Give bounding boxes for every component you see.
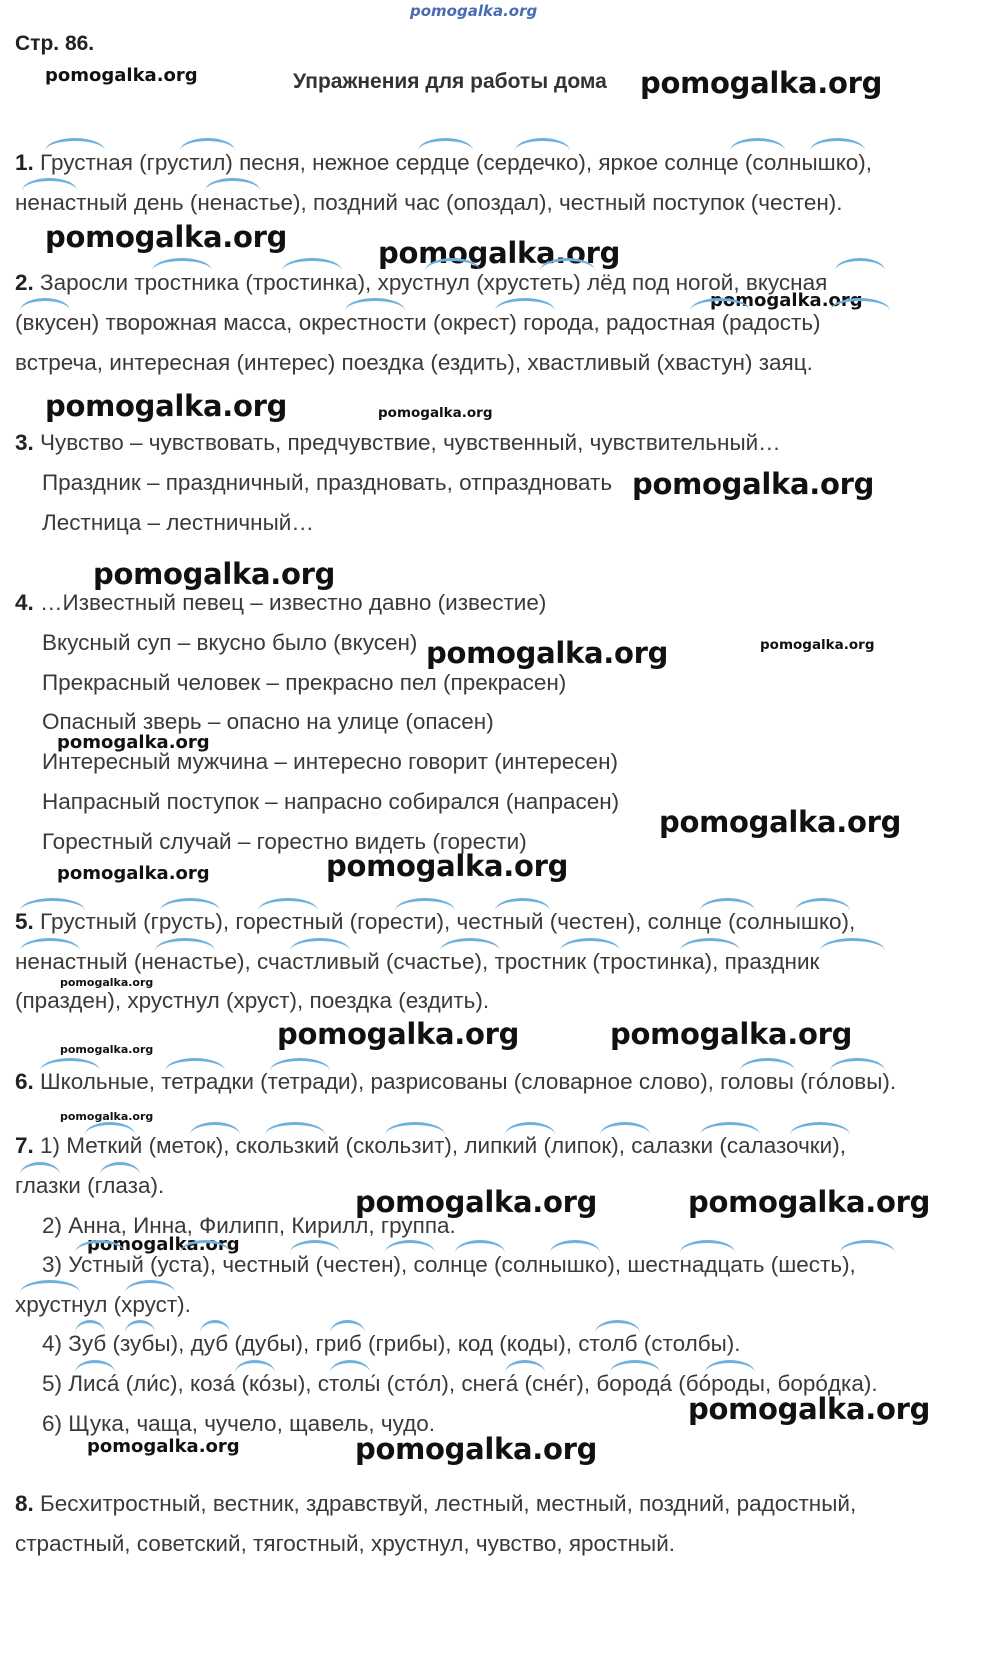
exercise-5-line-3: (празден), хрустнул (хруст), поездка (ездить). xyxy=(15,988,490,1013)
page-label: Стр. 86. xyxy=(15,32,95,55)
exercise-7-line-5: хрустнул (хруст). xyxy=(15,1292,191,1317)
watermark: pomogalka.org xyxy=(355,1185,598,1219)
exercise-number: 1. xyxy=(15,150,34,175)
exercise-3-line-2: Праздник – праздничный, праздновать, отпраздновать xyxy=(42,470,613,495)
exercise-8-line-2: страстный, советский, тягостный, хрустнул, чувство, яростный. xyxy=(15,1531,676,1556)
watermark: pomogalka.org xyxy=(760,637,875,653)
watermark: pomogalka.org xyxy=(659,805,902,839)
exercise-text: …Известный певец – известно давно (известие) xyxy=(40,590,547,615)
exercise-number: 3. xyxy=(15,430,34,455)
watermark: pomogalka.org xyxy=(57,732,210,753)
exercise-text: Чувство – чувствовать, предчувствие, чувственный, чувствительный… xyxy=(40,430,781,455)
watermark: pomogalka.org xyxy=(45,389,288,423)
exercise-2-line-3: встреча, интересная (интерес) поездка (ездить), хвастливый (хвастун) заяц. xyxy=(15,350,813,375)
watermark: pomogalka.org xyxy=(277,1017,520,1051)
exercise-text: Грустный (грусть), горестный (горести), честный (честен), солнце (солнышко), xyxy=(40,909,856,934)
exercise-2-line-2: (вкусен) творожная масса, окрестности (окрест) города, радостная (радость) xyxy=(15,310,821,335)
exercise-1-line-2: ненастный день (ненастье), поздний час (опоздал), честный поступок (честен). xyxy=(15,190,843,215)
exercise-text: Заросли тростника (тростинка), хрустнул (хрустеть) лёд под ногой, вкусная xyxy=(40,270,828,295)
exercise-number: 4. xyxy=(15,590,34,615)
watermark: pomogalka.org xyxy=(688,1185,931,1219)
exercise-4-line-6: Напрасный поступок – напрасно собирался (напрасен) xyxy=(42,789,620,814)
root-arc xyxy=(835,258,885,271)
exercise-text: Грустная (грустил) песня, нежное сердце (сердечко), яркое солнце (солнышко), xyxy=(40,150,873,175)
exercise-4-line-4: Опасный зверь – опасно на улице (опасен) xyxy=(42,709,494,734)
watermark: pomogalka.org xyxy=(378,405,493,421)
page-heading: Упражнения для работы дома xyxy=(293,70,607,93)
exercise-3-line-1 xyxy=(15,430,781,456)
exercise-7-line-3: 2) Анна, Инна, Филипп, Кирилл, группа. xyxy=(42,1213,456,1238)
exercise-4-line-7: Горестный случай – горестно видеть (горести) xyxy=(42,829,527,854)
exercise-text: 1) Меткий (меток), скользкий (скользит), липкий (липок), салазки (салазочки), xyxy=(40,1133,846,1158)
watermark: pomogalka.org xyxy=(688,1392,931,1426)
exercise-number: 7. xyxy=(15,1133,34,1158)
watermark: pomogalka.org xyxy=(87,1436,240,1457)
exercise-4-line-3: Прекрасный человек – прекрасно пел (прекрасен) xyxy=(42,670,567,695)
watermark: pomogalka.org xyxy=(632,467,875,501)
exercise-7-line-7: 5) Лисá (ли́с), козá (кóзы), столы́ (стóл), снегá (снéг), бородá (бóроды, борóдка). xyxy=(42,1371,878,1396)
watermark: pomogalka.org xyxy=(45,220,288,254)
watermark: pomogalka.org xyxy=(57,863,210,884)
exercise-number: 8. xyxy=(15,1491,34,1516)
exercise-number: 2. xyxy=(15,270,34,295)
watermark: pomogalka.org xyxy=(710,290,863,311)
exercise-7-line-6: 4) Зуб (зубы), дуб (дубы), гриб (грибы), код (коды), столб (столбы). xyxy=(42,1331,741,1356)
exercise-1-line-1 xyxy=(15,150,872,176)
watermark: pomogalka.org xyxy=(326,849,569,883)
watermark: pomogalka.org xyxy=(87,1234,240,1255)
watermark: pomogalka.org xyxy=(93,557,336,591)
exercise-number: 6. xyxy=(15,1069,34,1094)
watermark: pomogalka.org xyxy=(610,1017,853,1051)
exercise-5-line-2: ненастный (ненастье), счастливый (счастье), тростник (тростинка), праздник xyxy=(15,949,820,974)
exercise-7-line-8: 6) Щука, чаща, чучело, щавель, чудо. xyxy=(42,1411,436,1436)
watermark: pomogalka.org xyxy=(378,236,621,270)
watermark: pomogalka.org xyxy=(60,1110,154,1123)
watermark: pomogalka.org xyxy=(426,636,669,670)
exercise-7-line-4: 3) Устный (уста), честный (честен), солнце (солнышко), шестнадцать (шесть), xyxy=(42,1252,856,1277)
exercise-7-line-1 xyxy=(15,1133,846,1159)
exercise-8-line-1 xyxy=(15,1491,856,1517)
exercise-6-line-1 xyxy=(15,1069,896,1095)
root-arc xyxy=(820,938,885,951)
site-header: pomogalka.org xyxy=(410,2,538,20)
exercise-5-line-1 xyxy=(15,909,855,935)
exercise-4-line-5: Интересный мужчина – интересно говорит (интересен) xyxy=(42,749,618,774)
exercise-7-line-2: глазки (глаза). xyxy=(15,1173,165,1198)
watermark: pomogalka.org xyxy=(45,65,198,86)
watermark: pomogalka.org xyxy=(60,976,154,989)
exercise-text: Школьные, тетрадки (тетради), разрисованы (словарное слово), головы (гóловы). xyxy=(40,1069,897,1094)
exercise-4-line-2: Вкусный суп – вкусно было (вкусен) xyxy=(42,630,418,655)
watermark: pomogalka.org xyxy=(60,1043,154,1056)
exercise-number: 5. xyxy=(15,909,34,934)
watermark: pomogalka.org xyxy=(640,66,883,100)
watermark: pomogalka.org xyxy=(355,1432,598,1466)
exercise-4-line-1 xyxy=(15,590,546,616)
exercise-2-line-1 xyxy=(15,270,827,296)
exercise-3-line-3: Лестница – лестничный… xyxy=(42,510,314,535)
exercise-text: Бесхитростный, вестник, здравствуй, лестный, местный, поздний, радостный, xyxy=(40,1491,857,1516)
